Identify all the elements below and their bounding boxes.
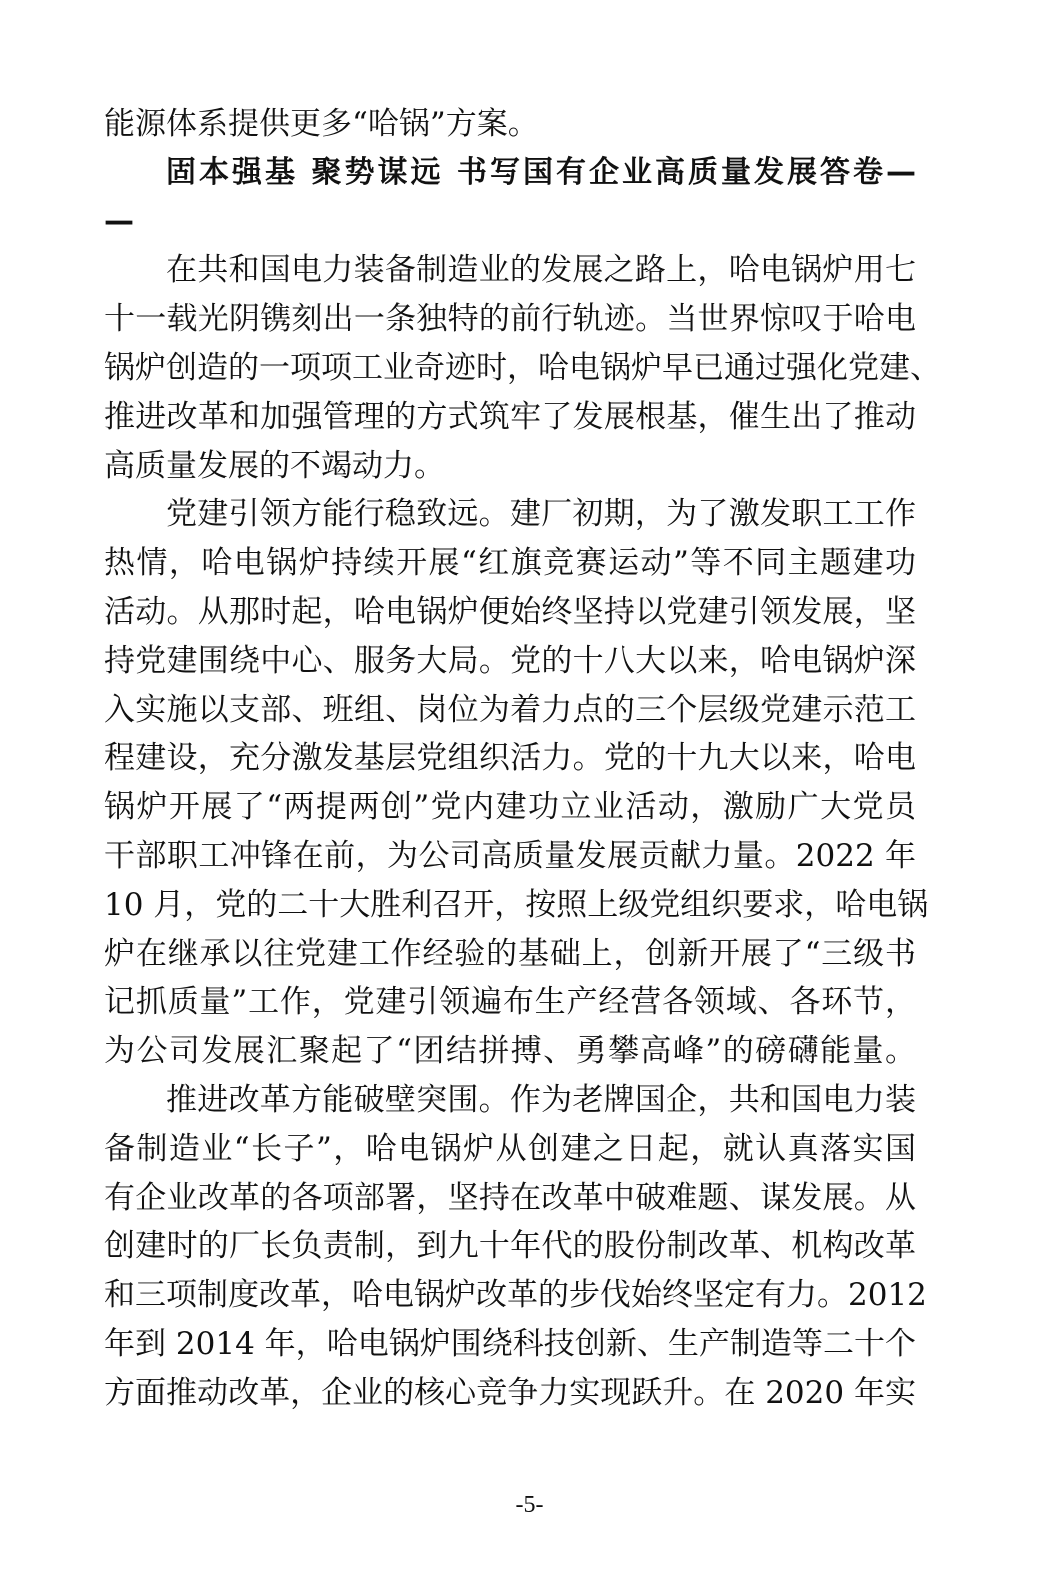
text-line: 10 月，党的二十大胜利召开，按照上级党组织要求，哈电锅 xyxy=(104,886,929,923)
page-number: -5- xyxy=(515,1492,544,1518)
text-line: 有企业改革的各项部署，坚持在改革中破难题、谋发展。从 xyxy=(104,1179,916,1216)
text-line: 活动。从那时起，哈电锅炉便始终坚持以党建引领发展，坚 xyxy=(104,593,916,630)
text-line: 高质量发展的不竭动力。 xyxy=(104,447,445,484)
section-heading: 固本强基 聚势谋远 书写国有企业高质量发展答卷— xyxy=(166,154,916,190)
text-line: 锅炉创造的一项项工业奇迹时，哈电锅炉早已通过强化党建、 xyxy=(104,349,941,386)
text-line: 持党建围绕中心、服务大局。党的十八大以来，哈电锅炉深 xyxy=(104,642,916,679)
text-line: 热情，哈电锅炉持续开展“红旗竞赛运动”等不同主题建功 xyxy=(104,545,916,582)
text-line: 记抓质量”工作，党建引领遍布生产经营各领域、各环节， xyxy=(104,984,916,1021)
text-line: 推进改革方能破壁突围。作为老牌国企，共和国电力装 xyxy=(166,1081,916,1118)
text-line: 党建引领方能行稳致远。建厂初期，为了激发职工工作 xyxy=(166,496,916,533)
text-line: 干部职工冲锋在前，为公司高质量发展贡献力量。2022 年 xyxy=(104,837,916,874)
text-line: 为公司发展汇聚起了“团结拼搏、勇攀高峰”的磅礴能量。 xyxy=(104,1033,916,1070)
text-line: 程建设，充分激发基层党组织活力。党的十九大以来，哈电 xyxy=(104,740,916,777)
section-heading-continuation: — xyxy=(104,203,134,239)
text-line: 创建时的厂长负责制，到九十年代的股份制改革、机构改革 xyxy=(104,1228,916,1265)
text-line: 备制造业“长子”，哈电锅炉从创建之日起，就认真落实国 xyxy=(104,1130,916,1167)
text-line: 推进改革和加强管理的方式筑牢了发展根基，催生出了推动 xyxy=(104,398,916,435)
text-line: 年到 2014 年，哈电锅炉围绕科技创新、生产制造等二十个 xyxy=(104,1325,916,1362)
text-line: 锅炉开展了“两提两创”党内建功立业活动，激励广大党员 xyxy=(104,789,916,826)
page-content xyxy=(104,100,941,1418)
text-line: 和三项制度改革，哈电锅炉改革的步伐始终坚定有力。2012 xyxy=(104,1277,927,1314)
text-line: 十一载光阴镌刻出一条独特的前行轨迹。当世界惊叹于哈电 xyxy=(104,301,916,338)
text-line: 能源体系提供更多“哈锅”方案。 xyxy=(104,106,539,142)
text-line: 入实施以支部、班组、岗位为着力点的三个层级党建示范工 xyxy=(104,691,916,728)
text-line: 方面推动改革，企业的核心竞争力实现跃升。在 2020 年实 xyxy=(104,1374,916,1411)
text-line: 在共和国电力装备制造业的发展之路上，哈电锅炉用七 xyxy=(166,252,916,289)
text-line: 炉在继承以往党建工作经验的基础上，创新开展了“三级书 xyxy=(104,935,916,972)
